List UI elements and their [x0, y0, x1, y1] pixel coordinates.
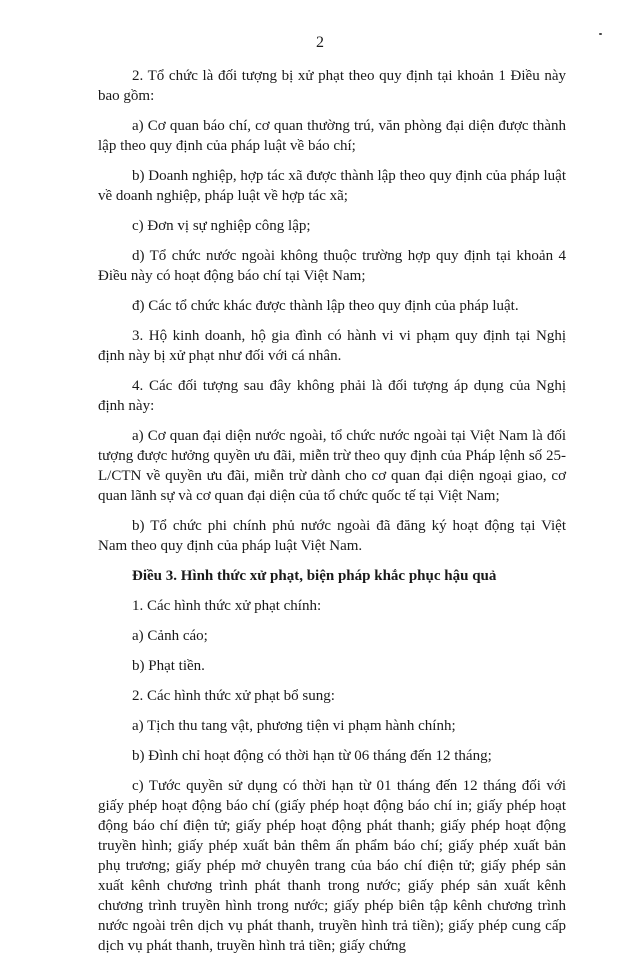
paragraph: a) Tịch thu tang vật, phương tiện vi phạm hành chính;: [132, 718, 456, 734]
paragraph: c) Đơn vị sự nghiệp công lập;: [132, 218, 311, 234]
paragraph: b) Đình chỉ hoạt động có thời hạn từ 06 tháng đến 12 tháng;: [132, 748, 492, 764]
paragraph: 1. Các hình thức xử phạt chính:: [132, 598, 322, 614]
paragraph: a) Cơ quan báo chí, cơ quan thường trú, văn phòng đại diện được thành lập theo quy định của pháp luật về báo chí;: [98, 118, 566, 154]
paragraph: 2. Các hình thức xử phạt bổ sung:: [132, 688, 335, 704]
page-number: 2: [316, 34, 324, 51]
document-body: [98, 66, 566, 966]
scan-speck: [599, 33, 602, 35]
paragraph: b) Phạt tiền.: [132, 658, 205, 674]
paragraph: a) Cơ quan đại diện nước ngoài, tổ chức nước ngoài tại Việt Nam là đối tượng được hưởng quyền ưu đãi, miễn trừ theo quy định của Pháp lệnh số 25-L/CTN về quyền ưu đãi, miễn trừ dành cho cơ quan đại diện ngoại giao, cơ quan lãnh sự và cơ quan đại diện của tổ chức quốc tế tại Việt Nam;: [98, 428, 566, 504]
paragraph: b) Tổ chức phi chính phủ nước ngoài đã đăng ký hoạt động tại Việt Nam theo quy định của pháp luật Việt Nam.: [98, 518, 566, 554]
paragraph: c) Tước quyền sử dụng có thời hạn từ 01 tháng đến 12 tháng đối với giấy phép hoạt động báo chí (giấy phép hoạt động báo chí in; giấy phép hoạt động báo chí điện tử; giấy phép hoạt động phát thanh; giấy phép hoạt động truyền hình; giấy phép xuất bản thêm ấn phẩm báo chí; giấy phép xuất bản phụ trương; giấy phép mở chuyên trang của báo chí điện tử; giấy phép sản xuất kênh chương trình phát thanh trong nước; giấy phép sản xuất kênh chương trình truyền hình trong nước; giấy phép biên tập kênh chương trình nước ngoài trên dịch vụ phát thanh, truyền hình trả tiền); giấy phép cung cấp dịch vụ phát thanh, truyền hình trả tiền; giấy chứng: [98, 778, 566, 954]
paragraph: 4. Các đối tượng sau đây không phải là đối tượng áp dụng của Nghị định này:: [98, 378, 566, 414]
paragraph: d) Tổ chức nước ngoài không thuộc trường hợp quy định tại khoản 4 Điều này có hoạt động báo chí tại Việt Nam;: [98, 248, 566, 284]
paragraph: b) Doanh nghiệp, hợp tác xã được thành lập theo quy định của pháp luật về doanh nghiệp, pháp luật về hợp tác xã;: [98, 168, 566, 204]
paragraph: a) Cảnh cáo;: [132, 628, 208, 644]
article-heading: Điều 3. Hình thức xử phạt, biện pháp khắc phục hậu quả: [132, 568, 497, 584]
paragraph: 3. Hộ kinh doanh, hộ gia đình có hành vi vi phạm quy định tại Nghị định này bị xử phạt như đối với cá nhân.: [98, 328, 566, 364]
paragraph: 2. Tổ chức là đối tượng bị xử phạt theo quy định tại khoản 1 Điều này bao gồm:: [98, 68, 566, 104]
paragraph: đ) Các tổ chức khác được thành lập theo quy định của pháp luật.: [132, 298, 519, 314]
